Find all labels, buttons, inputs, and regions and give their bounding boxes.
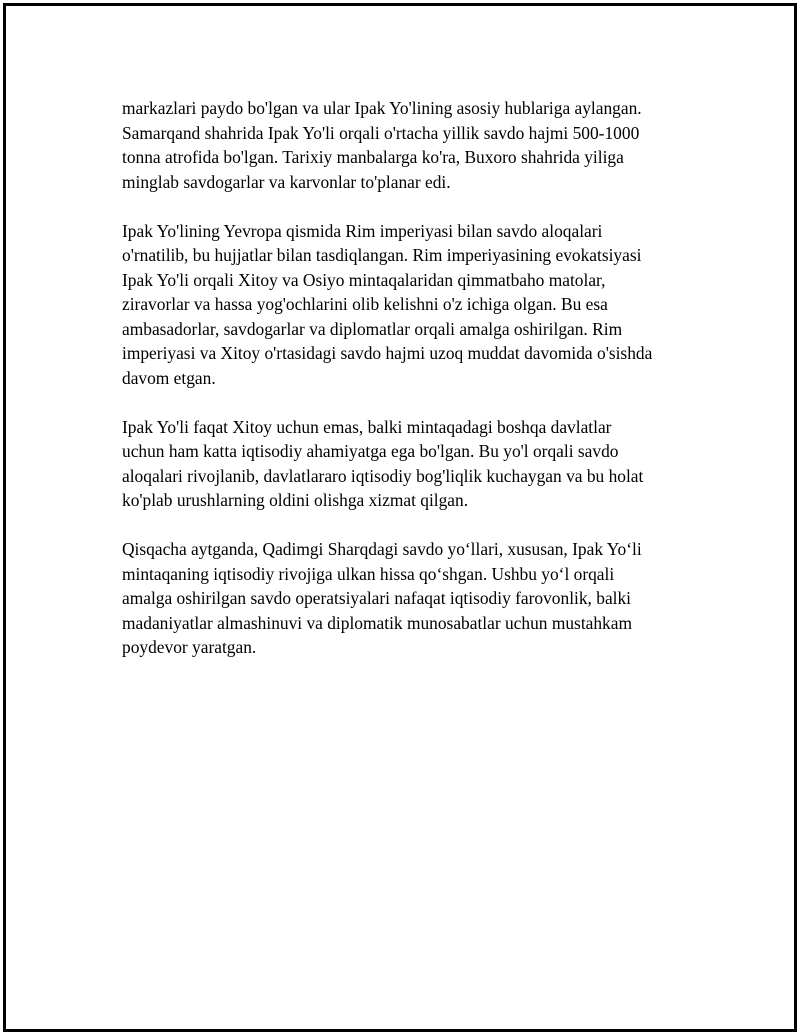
text-line: davom etgan.: [122, 367, 216, 388]
text-line: Ipak Yo'lining Yevropa qismida Rim imperiyasi bilan savdo aloqalari: [122, 220, 603, 241]
text-line: o'rnatilib, bu hujjatlar bilan tasdiqlangan. Rim imperiyasining evokatsiyasi: [122, 245, 642, 265]
text-line: poydevor yaratgan.: [122, 637, 257, 657]
document-body: [122, 96, 692, 684]
text-line: markazlari paydo bo'lgan va ular Ipak Yo'lining asosiy hublariga aylangan.: [122, 98, 642, 118]
text-line: ko'plab urushlarning oldini olishga xizmat qilgan.: [122, 490, 469, 510]
paragraph-3: [122, 415, 692, 513]
page-border: [3, 3, 797, 1032]
text-line: imperiyasi va Xitoy o'rtasidagi savdo hajmi uzoq muddat davomida o'sishda: [122, 343, 653, 363]
text-line: madaniyatlar almashinuvi va diplomatik munosabatlar uchun mustahkam: [122, 612, 633, 633]
text-line: Ipak Yo'li orqali Xitoy va Osiyo mintaqalaridan qimmatbaho matolar,: [122, 269, 606, 290]
text-line: Samarqand shahrida Ipak Yo'li orqali o'rtacha yillik savdo hajmi 500-1000: [122, 122, 640, 143]
text-line: aloqalari rivojlanib, davlatlararo iqtisodiy bog'liqlik kuchaygan va bu holat: [122, 465, 644, 486]
text-line: tonna atrofida bo'lgan. Tarixiy manbalarga ko'ra, Buxoro shahrida yiliga: [122, 147, 624, 167]
paragraph-1: [122, 96, 692, 194]
text-line: uchun ham katta iqtisodiy ahamiyatga ega bo'lgan. Bu yo'l orqali savdo: [122, 441, 619, 461]
text-line: ziravorlar va hassa yog'ochlarini olib kelishni o'z ichiga olgan. Bu esa: [122, 294, 608, 314]
text-line: mintaqaning iqtisodiy rivojiga ulkan hissa qo‘shgan. Ushbu yo‘l orqali: [122, 563, 615, 584]
text-line: ambasadorlar, savdogarlar va diplomatlar orqali amalga oshirilgan. Rim: [122, 318, 623, 339]
text-line: minglab savdogarlar va karvonlar to'planar edi.: [122, 171, 451, 192]
text-line: amalga oshirilgan savdo operatsiyalari nafaqat iqtisodiy farovonlik, balki: [122, 588, 632, 608]
text-line: Qisqacha aytganda, Qadimgi Sharqdagi savdo yo‘llari, xususan, Ipak Yo‘li: [122, 539, 642, 559]
paragraph-2: [122, 219, 692, 391]
paragraph-4: [122, 537, 692, 660]
text-line: Ipak Yo'li faqat Xitoy uchun emas, balki mintaqadagi boshqa davlatlar: [122, 416, 612, 437]
